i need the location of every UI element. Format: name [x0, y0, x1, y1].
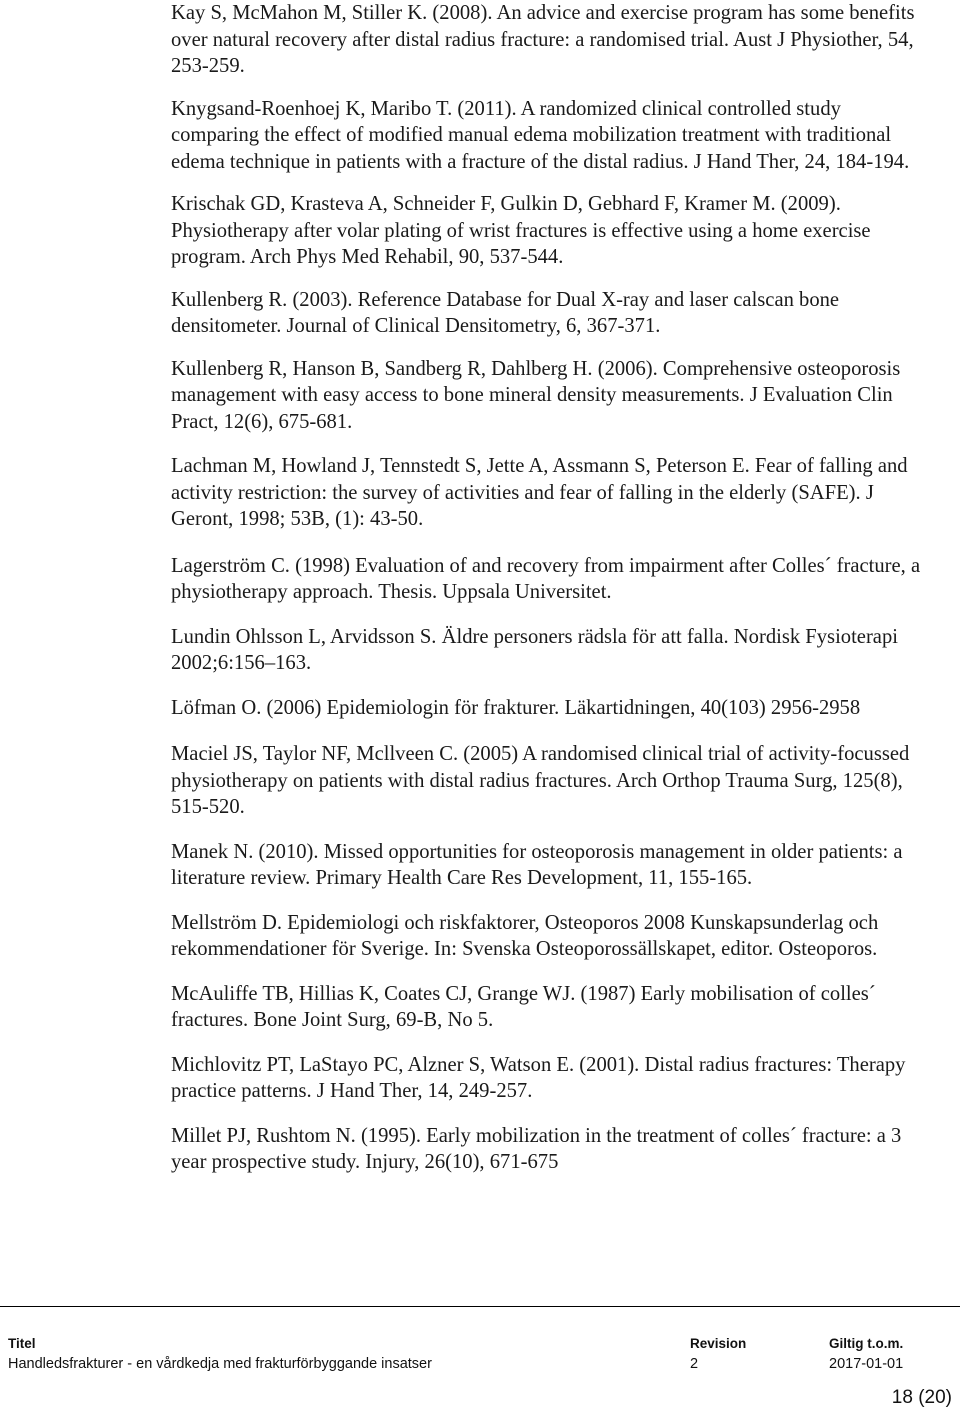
- footer-title-value: Handledsfrakturer - en vårdkedja med frakturförbyggande insatser: [8, 1356, 432, 1372]
- reference-entry: Kullenberg R, Hanson B, Sandberg R, Dahlberg H. (2006). Comprehensive osteoporosis management with easy access to bone mineral density measurements. J Evaluation Clin Pract, 12(6), 675-681.: [171, 357, 901, 433]
- reference-entry: Michlovitz PT, LaStayo PC, Alzner S, Watson E. (2001). Distal radius fractures: Therapy practice patterns. J Hand Ther, 14, 249-257.: [171, 1053, 906, 1102]
- footer-revision-value: 2: [690, 1356, 699, 1372]
- reference-entry: Mellström D. Epidemiologi och riskfaktorer, Osteoporos 2008 Kunskapsunderlag och rekommendationer för Sverige. In: Svenska Osteoporossällskapet, editor. Osteoporos.: [171, 911, 879, 960]
- reference-entry: McAuliffe TB, Hillias K, Coates CJ, Grange WJ. (1987) Early mobilisation of colles´ fractures. Bone Joint Surg, 69-B, No 5.: [171, 982, 876, 1031]
- reference-entry: Maciel JS, Taylor NF, Mcllveen C. (2005) A randomised clinical trial of activity-focussed physiotherapy on patients with distal radius fractures. Arch Orthop Trauma Surg, 125(8), 515-520.: [171, 743, 910, 818]
- reference-entry: Kay S, McMahon M, Stiller K. (2008). An advice and exercise program has some benefits over natural recovery after distal radius fracture: a randomised trial. Aust J Physiother, 54, 253-259.: [171, 2, 915, 77]
- footer-divider: [0, 1306, 960, 1307]
- reference-entry: Lundin Ohlsson L, Arvidsson S. Äldre personers rädsla för att falla. Nordisk Fysioterapi 2002;6:156–163.: [171, 625, 898, 674]
- page-number: 18 (20): [891, 1387, 952, 1408]
- reference-entry: Lachman M, Howland J, Tennstedt S, Jette A, Assmann S, Peterson E. Fear of falling and activity restriction: the survey of activities and fear of falling in the elderly (SAFE). J Geront, 1998; 53B, (1): 43-50.: [171, 455, 908, 530]
- footer-valid-until-value: 2017-01-01: [829, 1356, 904, 1372]
- reference-entry: Knygsand-Roenhoej K, Maribo T. (2011). A randomized clinical controlled study comparing the effect of modified manual edema mobilization treatment with traditional edema technique in patients with a fracture of the distal radius. J Hand Ther, 24, 184-194.: [171, 97, 910, 173]
- footer-valid-until-label: Giltig t.o.m.: [829, 1336, 904, 1351]
- reference-entry: Lagerström C. (1998) Evaluation of and recovery from impairment after Colles´ fracture, a physiotherapy approach. Thesis. Uppsala Universitet.: [171, 554, 921, 603]
- reference-entry: Millet PJ, Rushtom N. (1995). Early mobilization in the treatment of colles´ fracture: a 3 year prospective study. Injury, 26(10), 671-675: [171, 1124, 902, 1173]
- reference-entry: Krischak GD, Krasteva A, Schneider F, Gulkin D, Gebhard F, Kramer M. (2009). Physiotherapy after volar plating of wrist fractures is effective using a home exercise program. Arch Phys Med Rehabil, 90, 537-544.: [171, 193, 871, 268]
- footer-title-label: Titel: [8, 1336, 36, 1351]
- reference-entry: Manek N. (2010). Missed opportunities for osteoporosis management in older patients: a literature review. Primary Health Care Res Development, 11, 155-165.: [171, 840, 903, 889]
- reference-entry: Löfman O. (2006) Epidemiologin för frakturer. Läkartidningen, 40(103) 2956-2958: [171, 696, 861, 719]
- reference-list: [171, 0, 923, 1176]
- footer-revision-label: Revision: [690, 1336, 747, 1351]
- reference-entry: Kullenberg R. (2003). Reference Database for Dual X-ray and laser calscan bone densitometer. Journal of Clinical Densitometry, 6, 367-371.: [171, 288, 840, 337]
